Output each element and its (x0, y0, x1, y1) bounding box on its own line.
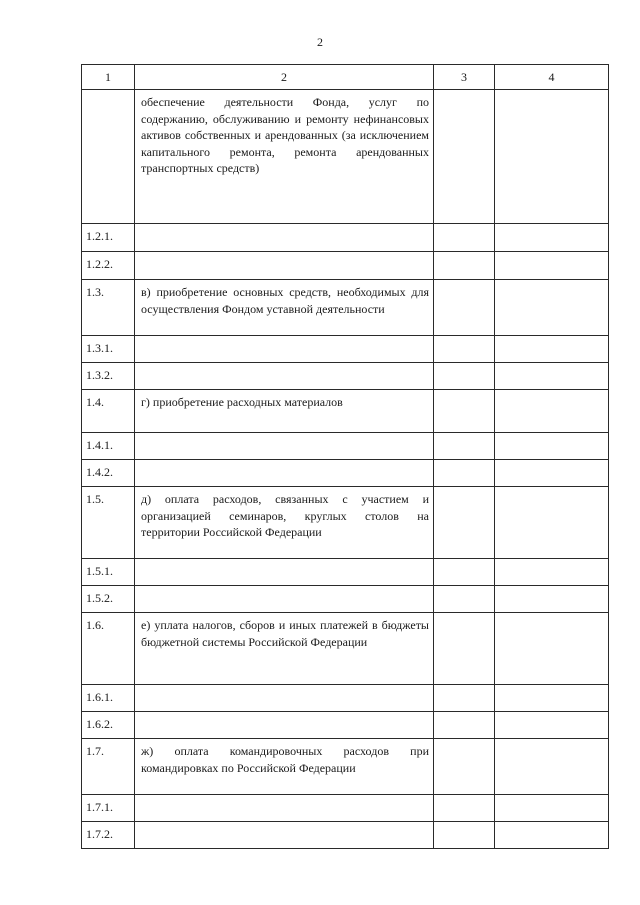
row-number: 1.5.2. (82, 586, 135, 613)
table-row (82, 613, 609, 685)
row-col-3 (434, 822, 495, 849)
row-col-4 (495, 390, 609, 433)
table-row (82, 280, 609, 336)
row-col-3 (434, 685, 495, 712)
row-description: е) уплата налогов, сборов и иных платежей в бюджеты бюджетной системы Российской Федерации (135, 613, 434, 685)
row-col-4 (495, 739, 609, 795)
row-col-3 (434, 586, 495, 613)
row-number: 1.6. (82, 613, 135, 685)
table-row (82, 336, 609, 363)
table-row (82, 685, 609, 712)
table-header-row (82, 65, 609, 90)
row-description (135, 685, 434, 712)
row-number: 1.2.1. (82, 224, 135, 252)
row-col-3 (434, 739, 495, 795)
row-col-3 (434, 224, 495, 252)
row-description (135, 712, 434, 739)
row-number: 1.3. (82, 280, 135, 336)
row-col-4 (495, 487, 609, 559)
row-description: в) приобретение основных средств, необходимых для осуществления Фондом уставной деятельности (135, 280, 434, 336)
row-col-3 (434, 363, 495, 390)
row-description (135, 586, 434, 613)
header-col-4: 4 (495, 65, 609, 90)
row-col-3 (434, 390, 495, 433)
row-number: 1.3.2. (82, 363, 135, 390)
row-col-4 (495, 433, 609, 460)
header-col-1: 1 (82, 65, 135, 90)
row-col-4 (495, 280, 609, 336)
table-row (82, 363, 609, 390)
table-row (82, 822, 609, 849)
row-col-4 (495, 613, 609, 685)
table-row (82, 712, 609, 739)
page-number: 2 (317, 35, 323, 49)
row-description: обеспечение деятельности Фонда, услуг по содержанию, обслуживанию и ремонту нефинансовых активов собственных и арендованных (за исключением капитального ремонта, ремонта арендованных транспортных средств) (135, 90, 434, 224)
row-col-3 (434, 487, 495, 559)
row-number: 1.4.2. (82, 460, 135, 487)
row-description (135, 336, 434, 363)
table-row (82, 390, 609, 433)
row-col-3 (434, 559, 495, 586)
header-col-2: 2 (135, 65, 434, 90)
row-number: 1.5.1. (82, 559, 135, 586)
row-number: 1.5. (82, 487, 135, 559)
row-number: 1.3.1. (82, 336, 135, 363)
row-number: 1.6.1. (82, 685, 135, 712)
row-col-4 (495, 712, 609, 739)
table-row (82, 224, 609, 252)
table-row (82, 90, 609, 224)
row-col-4 (495, 795, 609, 822)
row-number: 1.7.1. (82, 795, 135, 822)
table-row (82, 559, 609, 586)
table-row (82, 433, 609, 460)
row-number: 1.6.2. (82, 712, 135, 739)
row-description (135, 433, 434, 460)
row-number (82, 90, 135, 224)
row-col-3 (434, 433, 495, 460)
row-number: 1.4.1. (82, 433, 135, 460)
row-description: г) приобретение расходных материалов (135, 390, 434, 433)
row-description: д) оплата расходов, связанных с участием и организацией семинаров, круглых столов на территории Российской Федерации (135, 487, 434, 559)
row-col-4 (495, 90, 609, 224)
table-row (82, 795, 609, 822)
row-description (135, 795, 434, 822)
row-col-3 (434, 280, 495, 336)
row-col-4 (495, 822, 609, 849)
row-col-3 (434, 90, 495, 224)
row-number: 1.7. (82, 739, 135, 795)
row-description: ж) оплата командировочных расходов при командировках по Российской Федерации (135, 739, 434, 795)
row-col-3 (434, 712, 495, 739)
table-row (82, 739, 609, 795)
row-col-3 (434, 252, 495, 280)
table-row (82, 252, 609, 280)
row-col-4 (495, 252, 609, 280)
row-col-3 (434, 795, 495, 822)
table-row (82, 460, 609, 487)
header-col-3: 3 (434, 65, 495, 90)
row-col-3 (434, 460, 495, 487)
row-col-4 (495, 363, 609, 390)
row-col-4 (495, 336, 609, 363)
row-description (135, 822, 434, 849)
row-col-4 (495, 586, 609, 613)
row-description (135, 363, 434, 390)
row-description (135, 460, 434, 487)
table-row (82, 586, 609, 613)
row-description (135, 224, 434, 252)
row-col-3 (434, 336, 495, 363)
budget-table (81, 64, 609, 849)
row-number: 1.7.2. (82, 822, 135, 849)
row-col-4 (495, 224, 609, 252)
table-row (82, 487, 609, 559)
row-number: 1.2.2. (82, 252, 135, 280)
row-number: 1.4. (82, 390, 135, 433)
row-description (135, 559, 434, 586)
row-col-3 (434, 613, 495, 685)
row-col-4 (495, 460, 609, 487)
row-description (135, 252, 434, 280)
row-col-4 (495, 685, 609, 712)
row-col-4 (495, 559, 609, 586)
